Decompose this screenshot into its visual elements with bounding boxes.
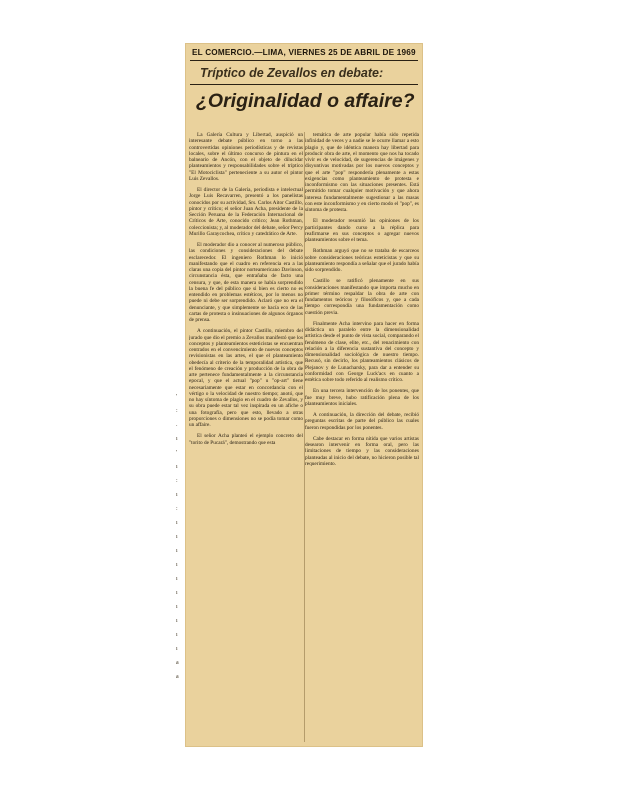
paragraph: A continuación, el pintor Castillo, miembro del jurado que dio el premio a Zevallos manifestó que los conceptos y planteamientos esteticistas se encuentran centrados en el convencimiento de nuevos conceptos revisionistas en las artes, el que el planteamiento obedecía al criterio de la temporalidad artística, que el fenómeno de creación y producción de la obra de arte pertenece fundamentalmente a la circunstancia epocal, y que el actual "pop" u "op-art" tiene necesariamente que estar en concordancia con el vértigo o la velocidad de nuestro tiempo; anotó, que no hay síntoma de plagio en el cuadro de Zevallos, y su obra puede estar tal vez inspirada en un afiche o una fotografía, pero que esto, llevado a otras proporciones o dimensiones no se podía tomar como un affaire. <box>189 328 303 428</box>
article-column-left <box>189 132 303 742</box>
margin-mark: ı <box>176 562 178 568</box>
margin-mark: ı <box>176 464 178 470</box>
margin-mark: : <box>176 408 178 414</box>
margin-mark: ı <box>176 492 178 498</box>
top-rule <box>190 60 418 61</box>
margin-mark: a <box>176 674 179 680</box>
margin-marks <box>176 390 184 730</box>
paragraph: En una tercera intervención de los ponentes, que fue muy breve, hubo ratificación plena de los planteamientos iniciales. <box>305 388 419 407</box>
dateline: EL COMERCIO.—LIMA, VIERNES 25 DE ABRIL DE 1969 <box>192 48 416 57</box>
paragraph: Cabe destacar en forma nítida que varios artistas desearon intervenir en forma oral, pero las limitaciones de tiempo y las consideraciones planteadas al inicio del debate, no hicieron posible tal requerimiento. <box>305 435 419 467</box>
paragraph: Castillo se ratificó plenamente en sus consideraciones manifestando que importa mucho en primer término respaldar la obra de arte con fundamentos teóricos y filosóficos y, que a cada tiempo correspondía una fundamentación como cuestión previa. <box>305 278 419 316</box>
margin-mark: . <box>176 422 178 428</box>
article-column-right <box>305 132 419 742</box>
margin-mark: ı <box>176 548 178 554</box>
margin-mark: ı <box>176 646 178 652</box>
paragraph: temática de arte popular había sido repetida infinidad de veces y a nadie se le ocurre llamar a esto plagio y, que de idéntica manera hay libertad para producir obra de arte, el momento que nos ha tocado vivir es de velocidad, de sugerencias de imágenes y disyuntivas motivadas por los nuevos conceptos y que el arte "pop" respondería plenamente a estas exigencias como planteamiento de protesta e inconformismo con las situaciones presentes. Está permitido tomar cualquier motivación y que ahora interesa fundamentalmente sugestionar a las masas con este inconformismo y en cierto modo el "pop", es síntoma de protesta. <box>305 132 419 213</box>
margin-mark: a <box>176 660 179 666</box>
margin-mark: ı <box>176 520 178 526</box>
margin-mark: ı <box>176 576 178 582</box>
margin-mark: ı <box>176 590 178 596</box>
kicker-title: Tríptico de Zevallos en debate: <box>200 66 384 80</box>
margin-mark: ı <box>176 618 178 624</box>
margin-mark: ı <box>176 534 178 540</box>
paragraph: El director de la Galería, periodista e intelectual Jorge Luis Recavarren, presentó a los panelistas conocidos por su actividad, Srs. Carlos Aitor Castillo, pintor y crítico; el señor Juan Acha, presidente de la Sección Peruana de la Federación Internacional de Críticos de Arte, conocido crítico; Jean Rothman, coleccionista; y, al moderador del debate, señor Percy Murillo Garaycochea, crítico y catedrático de Arte. <box>189 187 303 237</box>
headline: ¿Originalidad o affaire? <box>196 90 415 112</box>
margin-mark: : <box>176 478 178 484</box>
margin-mark: ' <box>176 394 178 400</box>
newspaper-clipping <box>186 44 422 746</box>
margin-mark: : <box>176 506 178 512</box>
margin-mark: ı <box>176 436 178 442</box>
paragraph: El señor Acha planteó el ejemplo concreto del "torito de Pucará", demostrando que esta <box>189 433 303 446</box>
paragraph: El moderador dio a conocer al numeroso público, las condiciones y consideraciones del debate esclarecedor. El ingeniero Rothman lo inició manifestando que el cuadro en referencia era a las claras una copia del pintor norteamericano Davinson, circunstancia ésta, que entrañaba de facto una censura, y que, de esta manera se había sorprendido la buena fe del público que si bien es cierto no es entendido en problemas estéticos, por lo menos no puede ni debe ser sorprendido. Aclaró que no era el denunciante, y que simplemente se hacía eco de las cartas de protesta o insinuaciones de algunos órganos de prensa. <box>189 242 303 323</box>
paragraph: El moderador resumió las opiniones de los participantes dando curso a la réplica para reafirmarse en sus conceptos o agregar nuevos planteamientos sobre el tema. <box>305 218 419 243</box>
paragraph: Rothman arguyó que no se trataba de escarceos sobre consideraciones teóricas esteticistas y que su planteamiento respondía a señalar que el jurado había sido sorprendido. <box>305 248 419 273</box>
kicker-rule <box>190 84 418 85</box>
margin-mark: ı <box>176 604 178 610</box>
paragraph: A continuación, la dirección del debate, recibió preguntas escritas de parte del público las cuales fueron respondidas por los ponentes. <box>305 412 419 431</box>
paragraph: La Galería Cultura y Libertad, auspició un interesante debate público en torno a las controvertidas opiniones periodísticas y de revistas locales, sobre el último concurso de pintura en el balneario de Ancón, con el objeto de dilucidar planteamientos y responsabilidades sobre el tríptico "El Motociclista" perteneciente a su autor el pintor Luis Zevallos. <box>189 132 303 182</box>
margin-mark: ı <box>176 632 178 638</box>
paragraph: Finalmente Acha intervino para hacer en forma didáctica un paralelo entre la dimensionalidad artística desde el punto de vista social, comparando el fenómeno de clase, elite, etc., del renacimiento con relación a la diferencia sustantiva del concepto y dimensionalidad sociológica de nuestro tiempo. Recusó, sin decirlo, los planteamientos clásicos de Plejanov y de Lunacharsky, para dar a entender su conformidad con George Luck'acs en cuanto a estética sobre todo referido al realismo crítico. <box>305 320 419 383</box>
margin-mark: ' <box>176 450 178 456</box>
